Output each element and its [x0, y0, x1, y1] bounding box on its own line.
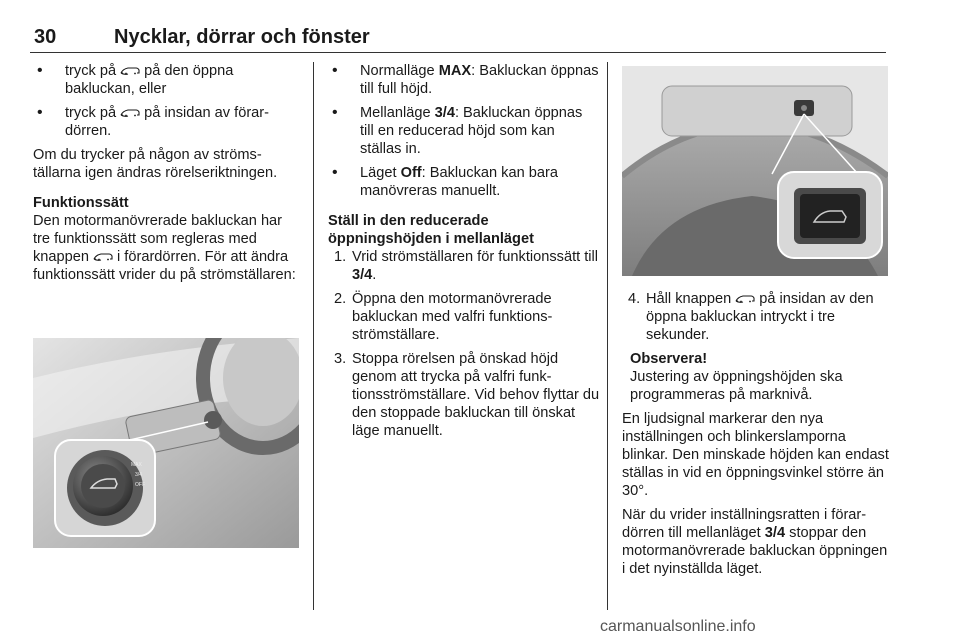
- column-3: [622, 290, 890, 584]
- text: Vrid strömställaren för funktionssätt till: [352, 249, 599, 265]
- list-item: [328, 104, 600, 158]
- liftgate-button-illustration: [622, 66, 888, 276]
- text: När du vrider inställningsratten i förardörren till mellanläget: [622, 507, 867, 541]
- numbered-list: [622, 290, 890, 344]
- mode-label: Off: [400, 165, 422, 181]
- svg-text:MAX: MAX: [131, 462, 142, 468]
- step-number: 2.: [334, 291, 347, 307]
- text: tryck på: [65, 63, 117, 79]
- door-switch-illustration: [33, 338, 299, 548]
- section-heading: Ställ in den reducerade öppningshöjden i mellanläget: [328, 213, 534, 247]
- text: på insidan av den öppna bakluckan intryckt i tre sekunder.: [646, 291, 874, 343]
- note-text: Justering av öppningshöjden ska programmeras på marknivå.: [630, 369, 843, 403]
- text: .: [372, 267, 377, 283]
- section-heading: Funktionssätt: [33, 195, 129, 211]
- text: Stoppa rörelsen på önskad höjd genom att trycka på valfri funktionsströmställare. Vid behov flyttar du den stoppade bakluckan till önskat läge manuellt.: [352, 351, 600, 439]
- text: Mellanläge: [360, 105, 431, 121]
- liftgate-icon: [735, 294, 755, 304]
- column-2: [328, 62, 600, 446]
- text: i förardörren. För att ändra funktionssätt vrider du på strömställaren:: [33, 249, 296, 283]
- text: Läget: [360, 165, 397, 181]
- text: stoppar den motormanövrerade bakluckan öppningen i det nyinställda läget.: [622, 525, 888, 577]
- text: Håll knappen: [646, 291, 732, 307]
- mode-label: MAX: [438, 63, 472, 79]
- mode-label: 3/4: [434, 105, 455, 121]
- list-item: [33, 62, 299, 98]
- text: : Bakluckan kan bara manövreras manuellt.: [360, 165, 558, 199]
- header-rule: [30, 52, 886, 53]
- list-item: [328, 164, 600, 200]
- svg-text:OFF: OFF: [135, 482, 145, 488]
- step-number: 4.: [628, 291, 641, 307]
- numbered-list: [328, 248, 600, 440]
- bullet-list: [33, 62, 299, 140]
- list-item: [33, 104, 299, 140]
- paragraph: [622, 506, 890, 578]
- liftgate-icon: [93, 252, 113, 262]
- mode-label: 3/4: [764, 525, 786, 541]
- liftgate-icon: [120, 66, 140, 76]
- step-number: 1.: [334, 249, 347, 265]
- paragraph: [33, 212, 299, 284]
- list-item: [328, 290, 600, 344]
- text: på den öppna bakluckan, eller: [65, 63, 234, 97]
- text: Öppna den motormanövrerade bakluckan med valfri funktionsströmställare.: [352, 291, 553, 343]
- list-item: [328, 62, 600, 98]
- page-header: [30, 26, 886, 52]
- text: : Bakluckan öppnas till full höjd.: [360, 63, 599, 97]
- watermark-link[interactable]: carmanualsonline.info: [600, 618, 756, 635]
- svg-text:3/4: 3/4: [135, 472, 142, 478]
- note-box: [622, 350, 890, 404]
- chapter-title: Nycklar, dörrar och fönster: [114, 26, 370, 48]
- list-item: [622, 290, 890, 344]
- text: : Bakluckan öppnas till en reducerad höjd som kan ställas in.: [360, 105, 583, 157]
- text: Den motormanövrerade bakluckan har tre funktionssätt som regleras med knappen: [33, 213, 283, 265]
- list-item: [328, 248, 600, 284]
- text: Normalläge: [360, 63, 435, 79]
- paragraph: Om du trycker på någon av strömställarna igen ändras rörelseriktningen.: [33, 147, 278, 181]
- mode-label: 3/4: [352, 267, 373, 283]
- step-number: 3.: [334, 351, 347, 367]
- note-title: Observera!: [630, 351, 708, 367]
- list-item: [328, 350, 600, 440]
- column-divider: [607, 62, 608, 610]
- column-divider: [313, 62, 314, 610]
- column-1: [33, 62, 299, 290]
- text: tryck på: [65, 105, 117, 121]
- paragraph: En ljudsignal markerar den nya inställningen och blinkerslamporna blinkar. Den minskade höjden kan endast ställas in vid en öppningsvinkel större än 30°.: [622, 411, 889, 499]
- liftgate-icon: [120, 108, 140, 118]
- text: på insidan av förardörren.: [65, 105, 270, 139]
- bullet-list: [328, 62, 600, 200]
- page-number: 30: [34, 26, 57, 48]
